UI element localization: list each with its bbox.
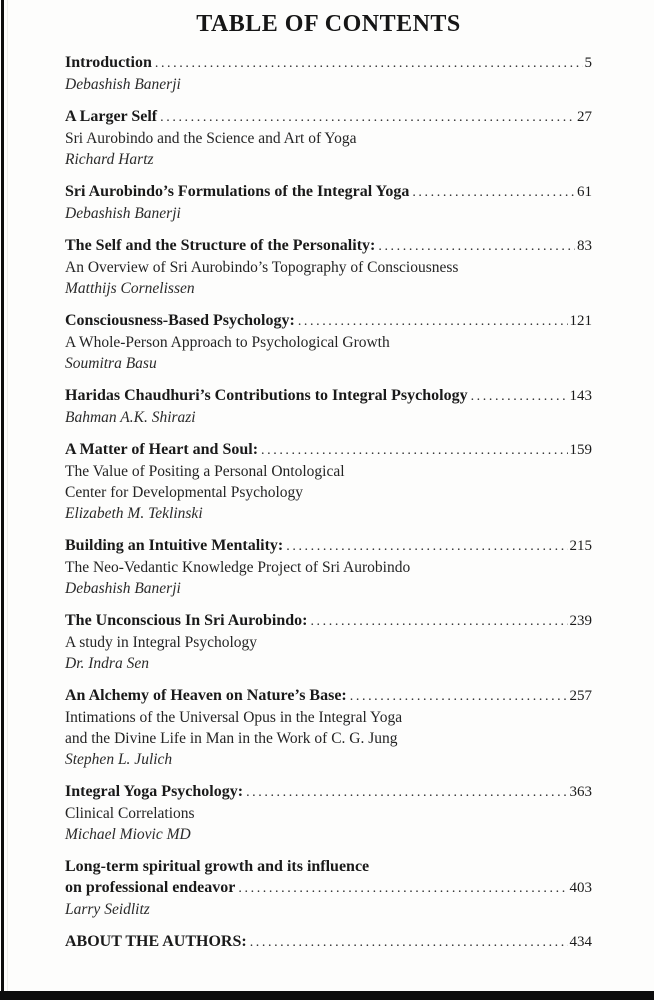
dot-leader [412, 182, 575, 203]
toc-entry-title: Sri Aurobindo’s Formulations of the Integral Yoga [65, 183, 410, 200]
toc-entry-title-line2: on professional endeavor [65, 879, 236, 896]
toc-entry [65, 310, 592, 374]
toc-entry-author: Michael Miovic MD [65, 826, 191, 843]
toc-entry [65, 106, 592, 170]
toc-content [65, 9, 592, 964]
toc-entry-title-line1: Long-term spiritual growth and its influence [65, 858, 370, 875]
toc-entry-author: Elizabeth M. Teklinski [65, 505, 203, 522]
toc-entry-title-row [65, 877, 592, 899]
toc-entry-title-row [65, 685, 592, 707]
toc-entry-author: Larry Seidlitz [65, 901, 150, 918]
toc-entry-title: The Self and the Structure of the Personality: [65, 237, 376, 254]
toc-entry [65, 52, 592, 95]
toc-entry [65, 385, 592, 428]
toc-entry [65, 781, 592, 845]
toc-entry-title: An Alchemy of Heaven on Nature’s Base: [65, 687, 347, 704]
toc-entry-author: Soumitra Basu [65, 355, 157, 372]
toc-entry-page: 403 [569, 880, 592, 896]
toc-entry-subtitle: The Neo-Vedantic Knowledge Project of Sri Aurobindo [65, 559, 411, 576]
toc-entry-title-row [65, 535, 592, 557]
toc-entry-title: ABOUT THE AUTHORS: [65, 933, 247, 950]
toc-entry-author: Bahman A.K. Shirazi [65, 409, 196, 426]
toc-entry-title-row [65, 610, 592, 632]
dot-leader [238, 878, 567, 899]
toc-entry-title-row [65, 181, 592, 203]
toc-entry-author: Debashish Banerji [65, 580, 181, 597]
toc-entry-title: Consciousness-Based Psychology: [65, 312, 295, 329]
toc-entry-page: 159 [569, 442, 592, 458]
toc-entry-page: 83 [577, 238, 592, 254]
toc-entry-title-row [65, 931, 592, 953]
toc-entry-subtitle: The Value of Positing a Personal Ontological [65, 463, 345, 480]
toc-entry-subtitle: A Whole-Person Approach to Psychological Growth [65, 334, 390, 351]
toc-entry-author: Debashish Banerji [65, 205, 181, 222]
toc-entry-subtitle: A study in Integral Psychology [65, 634, 258, 651]
toc-entry-subtitle: Sri Aurobindo and the Science and Art of Yoga [65, 130, 357, 147]
toc-entry-title-row [65, 52, 592, 74]
toc-entry-title: The Unconscious In Sri Aurobindo: [65, 612, 308, 629]
toc-entry-author: Dr. Indra Sen [65, 655, 149, 672]
toc-entry-page: 143 [569, 388, 592, 404]
dot-leader [471, 386, 568, 407]
toc-entry-title: Introduction [65, 54, 152, 71]
dot-leader [246, 782, 567, 803]
dot-leader [160, 107, 575, 128]
toc-entry-title: Building an Intuitive Mentality: [65, 537, 284, 554]
dot-leader [350, 686, 568, 707]
toc-entry-title-row [65, 439, 592, 461]
toc-entry-title: Haridas Chaudhuri’s Contributions to Integral Psychology [65, 387, 468, 404]
toc-entry-title: A Larger Self [65, 108, 158, 125]
scan-bottom-edge [0, 991, 654, 1000]
toc-entry-title-row [65, 781, 592, 803]
page-title: TABLE OF CONTENTS [196, 11, 461, 37]
toc-entry-title: A Matter of Heart and Soul: [65, 441, 259, 458]
toc-entry-subtitle: An Overview of Sri Aurobindo’s Topography of Consciousness [65, 259, 459, 276]
toc-entry [65, 685, 592, 770]
toc-entry-title-row [65, 385, 592, 407]
dot-leader [298, 311, 568, 332]
toc-entry-author: Debashish Banerji [65, 76, 181, 93]
toc-entry-subtitle: and the Divine Life in Man in the Work of C. G. Jung [65, 730, 398, 747]
dot-leader [155, 53, 583, 74]
toc-entry [65, 181, 592, 224]
dot-leader [261, 440, 567, 461]
dot-leader [310, 611, 567, 632]
toc-entry-page: 239 [569, 613, 592, 629]
toc-entry [65, 235, 592, 299]
toc-entry-subtitle: Clinical Correlations [65, 805, 195, 822]
toc-entry-title-row [65, 235, 592, 257]
dot-leader [286, 536, 567, 557]
toc-entry-page: 257 [569, 688, 592, 704]
toc-entry [65, 931, 592, 953]
scan-left-edge [1, 0, 4, 1000]
toc-entry-page: 121 [569, 313, 592, 329]
toc-entry [65, 439, 592, 524]
toc-entry-author: Richard Hartz [65, 151, 154, 168]
toc-entry-page: 215 [569, 538, 592, 554]
toc-entry-title-row [65, 106, 592, 128]
toc-entry-author: Matthijs Cornelissen [65, 280, 195, 297]
toc-entry-subtitle: Center for Developmental Psychology [65, 484, 304, 501]
scan-left-edge-faint [7, 0, 8, 1000]
toc-entry-author: Stephen L. Julich [65, 751, 173, 768]
toc-entry-page: 61 [577, 184, 592, 200]
toc-entry-page: 434 [569, 934, 592, 950]
toc-entry-page: 27 [577, 109, 592, 125]
toc-entry [65, 610, 592, 674]
dot-leader [250, 932, 568, 953]
toc-entry-page: 5 [584, 55, 592, 71]
toc-entry-page: 363 [569, 784, 592, 800]
toc-entry-subtitle: Intimations of the Universal Opus in the Integral Yoga [65, 709, 403, 726]
dot-leader [378, 236, 575, 257]
toc-entry [65, 856, 592, 920]
toc-entry [65, 535, 592, 599]
toc-entry-title: Integral Yoga Psychology: [65, 783, 244, 800]
toc-entry-title-row [65, 310, 592, 332]
